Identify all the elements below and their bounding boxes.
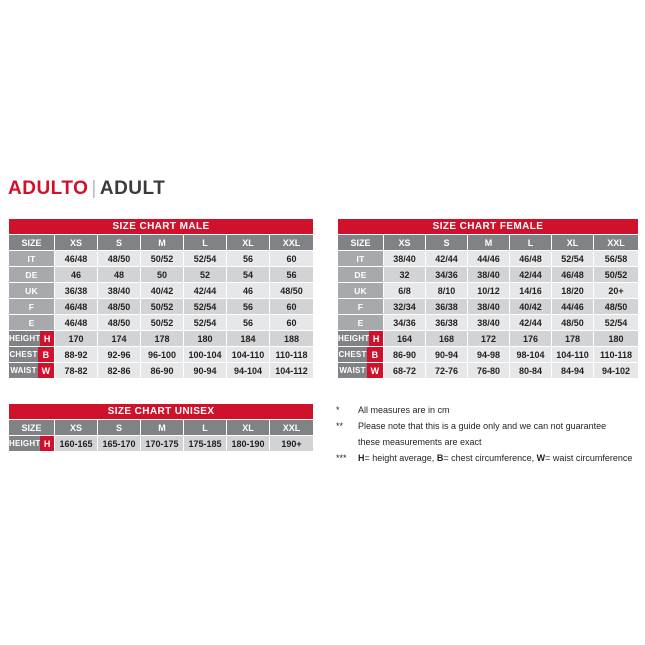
measurement-key: B bbox=[38, 347, 54, 362]
row-label: UK bbox=[9, 283, 55, 299]
measurement-row bbox=[9, 347, 314, 363]
measurement-cell: 188 bbox=[270, 331, 314, 347]
measurement-cell: 90-94 bbox=[184, 363, 227, 379]
table-cell: 38/40 bbox=[468, 267, 510, 283]
table-row bbox=[9, 315, 314, 331]
table-cell: 52/54 bbox=[594, 315, 639, 331]
table-cell: 44/46 bbox=[552, 299, 594, 315]
column-header-l: L bbox=[184, 235, 227, 251]
measurement-cell: 160-165 bbox=[55, 436, 98, 452]
note-text: All measures are in cm bbox=[358, 405, 450, 415]
column-header-s: S bbox=[426, 235, 468, 251]
table-row bbox=[9, 267, 314, 283]
table-cell: 48/50 bbox=[270, 283, 314, 299]
measurement-cell: 110-118 bbox=[270, 347, 314, 363]
column-header-xl: XL bbox=[552, 235, 594, 251]
column-header-m: M bbox=[468, 235, 510, 251]
column-header-xxl: XXL bbox=[270, 235, 314, 251]
column-header-xs: XS bbox=[55, 235, 98, 251]
table-row bbox=[338, 267, 639, 283]
table-cell: 42/44 bbox=[510, 315, 552, 331]
measurement-label bbox=[338, 363, 384, 379]
measurement-cell: 72-76 bbox=[426, 363, 468, 379]
page-title-separator: | bbox=[91, 178, 97, 199]
measurement-key: B bbox=[367, 347, 383, 362]
measurement-cell: 86-90 bbox=[384, 347, 426, 363]
measurement-cell: 104-110 bbox=[552, 347, 594, 363]
table-cell: 6/8 bbox=[384, 283, 426, 299]
notes-block bbox=[336, 403, 641, 467]
measurement-cell: 180 bbox=[594, 331, 639, 347]
measurement-cell: 180 bbox=[184, 331, 227, 347]
page-title bbox=[8, 178, 165, 200]
table-cell: 52/54 bbox=[184, 299, 227, 315]
measurement-cell: 86-90 bbox=[141, 363, 184, 379]
row-label: F bbox=[9, 299, 55, 315]
table-cell: 20+ bbox=[594, 283, 639, 299]
measurement-name: WAIST bbox=[10, 366, 37, 375]
column-header-size: SIZE bbox=[9, 420, 55, 436]
table-cell: 42/44 bbox=[510, 267, 552, 283]
measurement-key: W bbox=[367, 363, 383, 378]
note-text: these measurements are exact bbox=[358, 437, 482, 447]
measurement-cell: 82-86 bbox=[98, 363, 141, 379]
column-header-l: L bbox=[184, 420, 227, 436]
table-cell: 14/16 bbox=[510, 283, 552, 299]
row-label: F bbox=[338, 299, 384, 315]
table-cell: 8/10 bbox=[426, 283, 468, 299]
measurement-cell: 98-104 bbox=[510, 347, 552, 363]
measurement-cell: 190+ bbox=[270, 436, 314, 452]
measurement-row bbox=[9, 436, 314, 452]
measurement-key: W bbox=[38, 363, 54, 378]
measurement-cell: 80-84 bbox=[510, 363, 552, 379]
note-item bbox=[336, 451, 641, 465]
measurement-cell: 184 bbox=[227, 331, 270, 347]
note-marker bbox=[336, 435, 358, 449]
measurement-key: H bbox=[369, 331, 383, 346]
column-header-s: S bbox=[98, 235, 141, 251]
table-cell: 32/34 bbox=[384, 299, 426, 315]
table-cell: 46/48 bbox=[55, 315, 98, 331]
row-label: DE bbox=[9, 267, 55, 283]
table-header-row bbox=[9, 420, 314, 436]
size-chart-male bbox=[8, 218, 314, 379]
row-label: DE bbox=[338, 267, 384, 283]
table-row bbox=[338, 299, 639, 315]
measurement-cell: 174 bbox=[98, 331, 141, 347]
table-cell: 48 bbox=[98, 267, 141, 283]
measurement-cell: 104-112 bbox=[270, 363, 314, 379]
table-cell: 54 bbox=[227, 267, 270, 283]
measurement-cell: 96-100 bbox=[141, 347, 184, 363]
measurement-cell: 84-94 bbox=[552, 363, 594, 379]
measurement-row bbox=[338, 331, 639, 347]
table-cell: 46/48 bbox=[510, 251, 552, 267]
column-header-l: L bbox=[510, 235, 552, 251]
table-cell: 52/54 bbox=[184, 315, 227, 331]
table-cell: 48/50 bbox=[98, 251, 141, 267]
measurement-row bbox=[338, 347, 639, 363]
measurement-cell: 90-94 bbox=[426, 347, 468, 363]
note-marker: * bbox=[336, 405, 340, 415]
table-cell: 42/44 bbox=[184, 283, 227, 299]
column-header-size: SIZE bbox=[338, 235, 384, 251]
measurement-cell: 68-72 bbox=[384, 363, 426, 379]
table-cell: 46 bbox=[227, 283, 270, 299]
table-cell: 56 bbox=[227, 315, 270, 331]
row-label: IT bbox=[9, 251, 55, 267]
chart-heading: SIZE CHART MALE bbox=[9, 219, 314, 235]
table-row bbox=[9, 283, 314, 299]
table-cell: 40/42 bbox=[510, 299, 552, 315]
table-cell: 56 bbox=[227, 251, 270, 267]
measurement-cell: 178 bbox=[141, 331, 184, 347]
measurement-label bbox=[9, 436, 55, 452]
table-cell: 48/50 bbox=[552, 315, 594, 331]
measurement-cell: 94-102 bbox=[594, 363, 639, 379]
row-label: UK bbox=[338, 283, 384, 299]
measurement-row bbox=[338, 363, 639, 379]
measurement-label bbox=[338, 347, 384, 363]
measurement-cell: 76-80 bbox=[468, 363, 510, 379]
table-cell: 50/52 bbox=[594, 267, 639, 283]
chart-heading: SIZE CHART FEMALE bbox=[338, 219, 639, 235]
table-row bbox=[338, 219, 639, 235]
measurement-row bbox=[9, 363, 314, 379]
table-row bbox=[9, 404, 314, 420]
measurement-key: H bbox=[40, 436, 54, 451]
page-title-english: ADULT bbox=[99, 178, 166, 199]
table-cell: 18/20 bbox=[552, 283, 594, 299]
table-cell: 50 bbox=[141, 267, 184, 283]
table-cell: 36/38 bbox=[426, 299, 468, 315]
column-header-xxl: XXL bbox=[270, 420, 314, 436]
table-cell: 60 bbox=[270, 299, 314, 315]
table-cell: 38/40 bbox=[468, 299, 510, 315]
table-cell: 50/52 bbox=[141, 299, 184, 315]
table-cell: 56 bbox=[270, 267, 314, 283]
column-header-m: M bbox=[141, 420, 184, 436]
table-cell: 52/54 bbox=[184, 251, 227, 267]
measurement-cell: 92-96 bbox=[98, 347, 141, 363]
table-cell: 60 bbox=[270, 315, 314, 331]
table-cell: 38/40 bbox=[384, 251, 426, 267]
table-cell: 44/46 bbox=[468, 251, 510, 267]
column-header-xxl: XXL bbox=[594, 235, 639, 251]
measurement-cell: 94-98 bbox=[468, 347, 510, 363]
table-row bbox=[338, 283, 639, 299]
measurement-cell: 94-104 bbox=[227, 363, 270, 379]
table-cell: 38/40 bbox=[468, 315, 510, 331]
measurement-key: H bbox=[40, 331, 54, 346]
table-header-row bbox=[9, 235, 314, 251]
note-text: H= height average, B= chest circumference, W= waist circumference bbox=[358, 453, 633, 463]
measurement-cell: 175-185 bbox=[184, 436, 227, 452]
page-title-italian: ADULTO bbox=[8, 178, 89, 199]
table-cell: 34/36 bbox=[426, 267, 468, 283]
table-cell: 56 bbox=[227, 299, 270, 315]
table-cell: 60 bbox=[270, 251, 314, 267]
measurement-label bbox=[338, 331, 384, 347]
table-cell: 42/44 bbox=[426, 251, 468, 267]
note-marker: ** bbox=[336, 421, 344, 431]
table-cell: 10/12 bbox=[468, 283, 510, 299]
note-item bbox=[336, 403, 641, 417]
table-cell: 38/40 bbox=[98, 283, 141, 299]
note-item bbox=[336, 419, 641, 433]
measurement-cell: 78-82 bbox=[55, 363, 98, 379]
table-cell: 34/36 bbox=[384, 315, 426, 331]
table-cell: 50/52 bbox=[141, 315, 184, 331]
measurement-cell: 170-175 bbox=[141, 436, 184, 452]
column-header-size: SIZE bbox=[9, 235, 55, 251]
measurement-label bbox=[9, 363, 55, 379]
measurement-cell: 180-190 bbox=[227, 436, 270, 452]
measurement-name: CHEST bbox=[9, 350, 38, 359]
table-row bbox=[338, 251, 639, 267]
measurement-cell: 178 bbox=[552, 331, 594, 347]
note-marker: *** bbox=[336, 453, 347, 463]
table-row bbox=[9, 251, 314, 267]
note-text: Please note that this is a guide only and we can not guarantee bbox=[358, 421, 607, 431]
table-row bbox=[9, 219, 314, 235]
measurement-name: WAIST bbox=[339, 366, 366, 375]
column-header-xl: XL bbox=[227, 235, 270, 251]
measurement-name: HEIGHT bbox=[9, 439, 41, 448]
measurement-cell: 168 bbox=[426, 331, 468, 347]
table-row bbox=[9, 299, 314, 315]
measurement-cell: 110-118 bbox=[594, 347, 639, 363]
measurement-label bbox=[9, 331, 55, 347]
measurement-cell: 165-170 bbox=[98, 436, 141, 452]
column-header-s: S bbox=[98, 420, 141, 436]
measurement-name: HEIGHT bbox=[338, 334, 370, 343]
table-cell: 48/50 bbox=[594, 299, 639, 315]
table-row bbox=[338, 315, 639, 331]
note-item bbox=[336, 435, 641, 449]
table-cell: 48/50 bbox=[98, 315, 141, 331]
table-cell: 36/38 bbox=[426, 315, 468, 331]
measurement-cell: 104-110 bbox=[227, 347, 270, 363]
column-header-m: M bbox=[141, 235, 184, 251]
size-chart-unisex bbox=[8, 403, 314, 452]
table-cell: 40/42 bbox=[141, 283, 184, 299]
row-label: IT bbox=[338, 251, 384, 267]
table-cell: 52 bbox=[184, 267, 227, 283]
table-cell: 46/48 bbox=[55, 299, 98, 315]
measurement-row bbox=[9, 331, 314, 347]
measurement-cell: 176 bbox=[510, 331, 552, 347]
measurement-cell: 164 bbox=[384, 331, 426, 347]
table-cell: 46/48 bbox=[55, 251, 98, 267]
measurement-label bbox=[9, 347, 55, 363]
table-cell: 46/48 bbox=[552, 267, 594, 283]
row-label: E bbox=[338, 315, 384, 331]
table-cell: 52/54 bbox=[552, 251, 594, 267]
chart-heading: SIZE CHART UNISEX bbox=[9, 404, 314, 420]
measurement-cell: 100-104 bbox=[184, 347, 227, 363]
table-cell: 50/52 bbox=[141, 251, 184, 267]
table-header-row bbox=[338, 235, 639, 251]
measurement-cell: 172 bbox=[468, 331, 510, 347]
measurement-cell: 88-92 bbox=[55, 347, 98, 363]
size-chart-female bbox=[337, 218, 639, 379]
column-header-xs: XS bbox=[55, 420, 98, 436]
table-cell: 48/50 bbox=[98, 299, 141, 315]
table-cell: 56/58 bbox=[594, 251, 639, 267]
column-header-xs: XS bbox=[384, 235, 426, 251]
measurement-name: CHEST bbox=[338, 350, 367, 359]
measurement-cell: 170 bbox=[55, 331, 98, 347]
table-cell: 46 bbox=[55, 267, 98, 283]
table-cell: 36/38 bbox=[55, 283, 98, 299]
measurement-name: HEIGHT bbox=[9, 334, 41, 343]
row-label: E bbox=[9, 315, 55, 331]
column-header-xl: XL bbox=[227, 420, 270, 436]
table-cell: 32 bbox=[384, 267, 426, 283]
